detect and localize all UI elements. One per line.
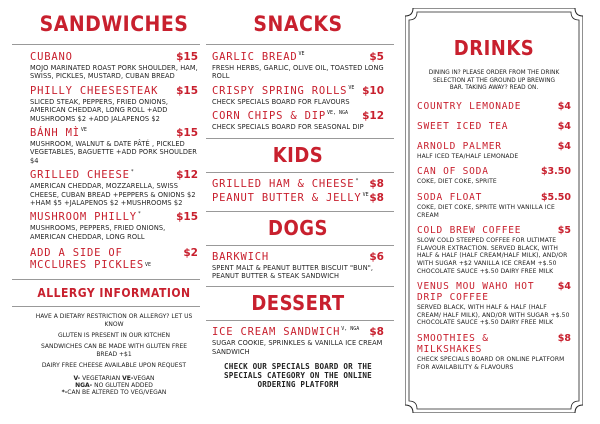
menu-item <box>30 85 198 123</box>
item-price: $15 <box>176 211 198 224</box>
item-price: $5 <box>557 225 571 237</box>
divider <box>12 306 200 307</box>
item-name: PHILLY CHEESESTEAK <box>30 84 159 97</box>
item-description: MUSHROOMS, PEPPERS, FRIED ONIONS, AMERICAN CHEDDAR, LONG ROLL <box>30 224 166 241</box>
item-description: SLICED STEAK, PEPPERS, FRIED ONIONS, AMERICAN CHEDDAR, LONG ROLL +ADD MUSHROOMS $2 +ADD JALAPENOS $2 <box>30 97 169 123</box>
item-tag: V, NGA <box>341 326 360 333</box>
item-name: VENUS MOU WAHO HOT DRIP COFFEE <box>417 281 535 304</box>
divider <box>206 286 394 287</box>
dogs-heading: DOGS <box>268 215 328 240</box>
item-name: SODA FLOAT <box>417 191 483 203</box>
menu-item <box>212 110 384 131</box>
item-tag: VE <box>362 191 369 198</box>
allergy-line: HAVE A DIETARY RESTRICTION OR ALLERGY? LET US KNOW <box>35 313 193 329</box>
allergy-heading: ALLERGY INFORMATION <box>37 286 191 301</box>
item-tag: VE <box>348 84 355 91</box>
item-name: COLD BREW COFFEE <box>417 225 522 237</box>
item-price: $8 <box>369 191 384 204</box>
menu-item <box>417 333 571 371</box>
menu-item <box>212 326 384 356</box>
item-description: CHECK SPECIALS BOARD FOR SEASONAL DIP <box>212 123 364 132</box>
item-description: SUGAR COOKIE, SPRINKLES & VANILLA ICE CREAM SANDWICH <box>212 339 383 356</box>
legend-text: VEGETARIAN <box>80 375 123 383</box>
item-description: SPENT MALT & PEANUT BUTTER BISCUIT "BUN", PEANUT BUTTER & STEAK SANDWICH <box>212 263 374 281</box>
menu-item <box>212 85 384 106</box>
divider <box>12 44 200 45</box>
item-price: $6 <box>369 250 384 263</box>
item-description: COKE, DIET COKE, SPRITE <box>417 178 497 186</box>
item-price: $12 <box>362 110 384 123</box>
allergy-line: SANDWICHES CAN BE MADE WITH GLUTEN FREE BREAD +$1 <box>40 343 188 359</box>
item-tag: * <box>355 177 359 184</box>
dessert-heading: DESSERT <box>251 291 345 316</box>
item-description: HALF ICED TEA/HALF LEMONADE <box>417 152 519 160</box>
specials-note: CHECK OUR SPECIALS BOARD OR THE SPECIALS CATEGORY ON THE ONLINE ORDERING PLATFORM <box>224 362 372 390</box>
item-price: $3.50 <box>540 166 571 178</box>
drinks-intro: DINING IN? PLEASE ORDER FROM THE DRINK SELECTION AT THE GROUND UP BREWING BAR. TAKING AWAY? READ ON. <box>428 70 560 92</box>
divider <box>12 279 200 280</box>
divider <box>206 320 394 321</box>
item-name: BARKWICH <box>212 250 269 263</box>
item-name: SWEET ICED TEA <box>417 120 509 132</box>
legend-key: NGA- <box>75 382 93 390</box>
item-price: $4 <box>557 140 571 152</box>
item-price: $8 <box>369 177 384 190</box>
item-price: $5 <box>369 51 384 63</box>
item-description: CHECK SPECIALS BOARD FOR FLAVOURS <box>212 97 350 106</box>
item-description: SLOW COLD STEEPED COFFEE FOR ULTIMATE FLAVOUR EXTRACTION. SERVED BLACK, WITH HALF & HALF (HALF CREAM/HALF MILK), AND/OR WITH SUGAR +$2 VANILLA ICE CREAM +$.50 CHOCOLATE SAUCE +$.50 DAIRY FREE MILK <box>417 237 568 275</box>
item-name: GRILLED CHEESE <box>30 169 130 182</box>
item-price: $15 <box>176 84 198 97</box>
menu-item <box>417 192 571 219</box>
item-name: ICE CREAM SANDWICH <box>212 326 341 339</box>
item-name: BÁNH MÌ <box>30 127 80 140</box>
item-name: PEANUT BUTTER & JELLY <box>212 191 362 204</box>
item-description: MUSHROOM, WALNUT & DATE PÂTÉ , PICKLED VEGETABLES, BAGUETTE +ADD PORK SHOULDER $4 <box>30 140 197 165</box>
legend-text: VEGAN <box>133 375 155 383</box>
allergy-line: GLUTEN IS PRESENT IN OUR KITCHEN <box>57 332 170 340</box>
menu-item <box>212 178 384 190</box>
menu-item <box>417 166 571 186</box>
item-price: $15 <box>176 127 198 140</box>
legend-key: V- <box>73 375 81 383</box>
menu-item <box>417 225 571 275</box>
item-description: CHECK SPECIALS BOARD OR ONLINE PLATFORM FOR AVAILABILITY & FLAVOURS <box>417 355 565 371</box>
item-price: $2 <box>183 247 198 260</box>
menu-item <box>417 281 571 327</box>
item-price: $4 <box>557 120 571 132</box>
item-name: COUNTRY LEMONADE <box>417 100 522 112</box>
item-name: GARLIC BREAD <box>212 51 298 63</box>
menu-item <box>212 192 384 204</box>
item-description: SERVED BLACK, WITH HALF & HALF (HALF CREAM/ HALF MILK), AND/OR WITH SUGAR +$.50 CHOCOLATE SAUCE +$.50 DAIRY FREE MILK <box>417 304 570 327</box>
item-name: CUBANO <box>30 51 73 63</box>
divider <box>206 172 394 173</box>
item-tag: VE <box>144 262 151 269</box>
legend-key: VE- <box>122 375 134 383</box>
drinks-heading: DRINKS <box>453 36 535 60</box>
item-tag: VE <box>298 51 305 57</box>
divider <box>206 138 394 139</box>
item-price: $8 <box>369 326 384 339</box>
item-price: $4 <box>557 100 571 112</box>
item-tag: VE <box>80 127 87 134</box>
legend-text: NO GLUTEN ADDED <box>92 382 153 390</box>
menu-item <box>212 251 384 281</box>
item-price: $12 <box>176 169 198 182</box>
sandwiches-heading: SANDWICHES <box>39 12 189 36</box>
item-price: $10 <box>362 84 384 97</box>
menu-item <box>30 211 198 241</box>
item-price: $4 <box>557 281 571 293</box>
divider <box>206 211 394 212</box>
allergy-line: DAIRY FREE CHEESE AVAILABLE UPON REQUEST <box>41 362 187 370</box>
menu-item <box>212 51 384 81</box>
menu-item <box>417 141 571 161</box>
menu-item <box>30 247 198 272</box>
divider <box>206 245 394 246</box>
item-name: CRISPY SPRING ROLLS <box>212 84 348 97</box>
item-description: MOJO MARINATED ROAST PORK SHOULDER, HAM, SWISS, PICKLES, MUSTARD, CUBAN BREAD <box>30 64 198 81</box>
snacks-heading: SNACKS <box>253 12 343 36</box>
item-name: GRILLED HAM & CHEESE <box>212 177 355 190</box>
menu-item <box>417 101 571 112</box>
item-name: MUSHROOM PHILLY <box>30 211 137 224</box>
item-name: ADD A SIDE OF MCCLURES PICKLES <box>30 247 144 272</box>
item-name: CORN CHIPS & DIP <box>212 110 326 123</box>
divider <box>206 44 394 45</box>
item-tag: * <box>130 169 134 176</box>
drinks-panel <box>405 8 583 413</box>
item-name: ARNOLD PALMER <box>417 140 502 152</box>
legend-key: *- <box>61 389 68 397</box>
menu-item <box>417 121 571 132</box>
item-description: COKE, DIET COKE, SPRITE WITH VANILLA ICE CREAM <box>417 203 555 219</box>
menu-item <box>30 169 198 207</box>
kids-heading: KIDS <box>272 142 324 167</box>
item-price: $15 <box>176 51 198 63</box>
dietary-legend <box>30 375 198 396</box>
sandwiches-column <box>30 0 198 396</box>
item-description: FRESH HERBS, GARLIC, OLIVE OIL, TOASTED LONG ROLL <box>212 64 384 81</box>
item-description: AMERICAN CHEDDAR, MOZZARELLA, SWISS CHEESE, CUBAN BREAD +PEPPERS & ONIONS $2 +HAM $5 +JALAPENOS $2 +MUSHROOMS $2 <box>30 182 196 208</box>
legend-text: CAN BE ALTERED TO VEG/VEGAN <box>67 389 167 397</box>
item-price: $8 <box>557 332 571 344</box>
item-name: CAN OF SODA <box>417 166 489 178</box>
item-tag: VE, NGA <box>326 110 349 117</box>
menu-item <box>30 51 198 81</box>
middle-column <box>212 0 384 389</box>
item-price: $5.50 <box>540 191 571 203</box>
item-tag: * <box>137 211 141 218</box>
menu-item <box>30 127 198 165</box>
item-name: SMOOTHIES & MILKSHAKES <box>417 332 489 355</box>
